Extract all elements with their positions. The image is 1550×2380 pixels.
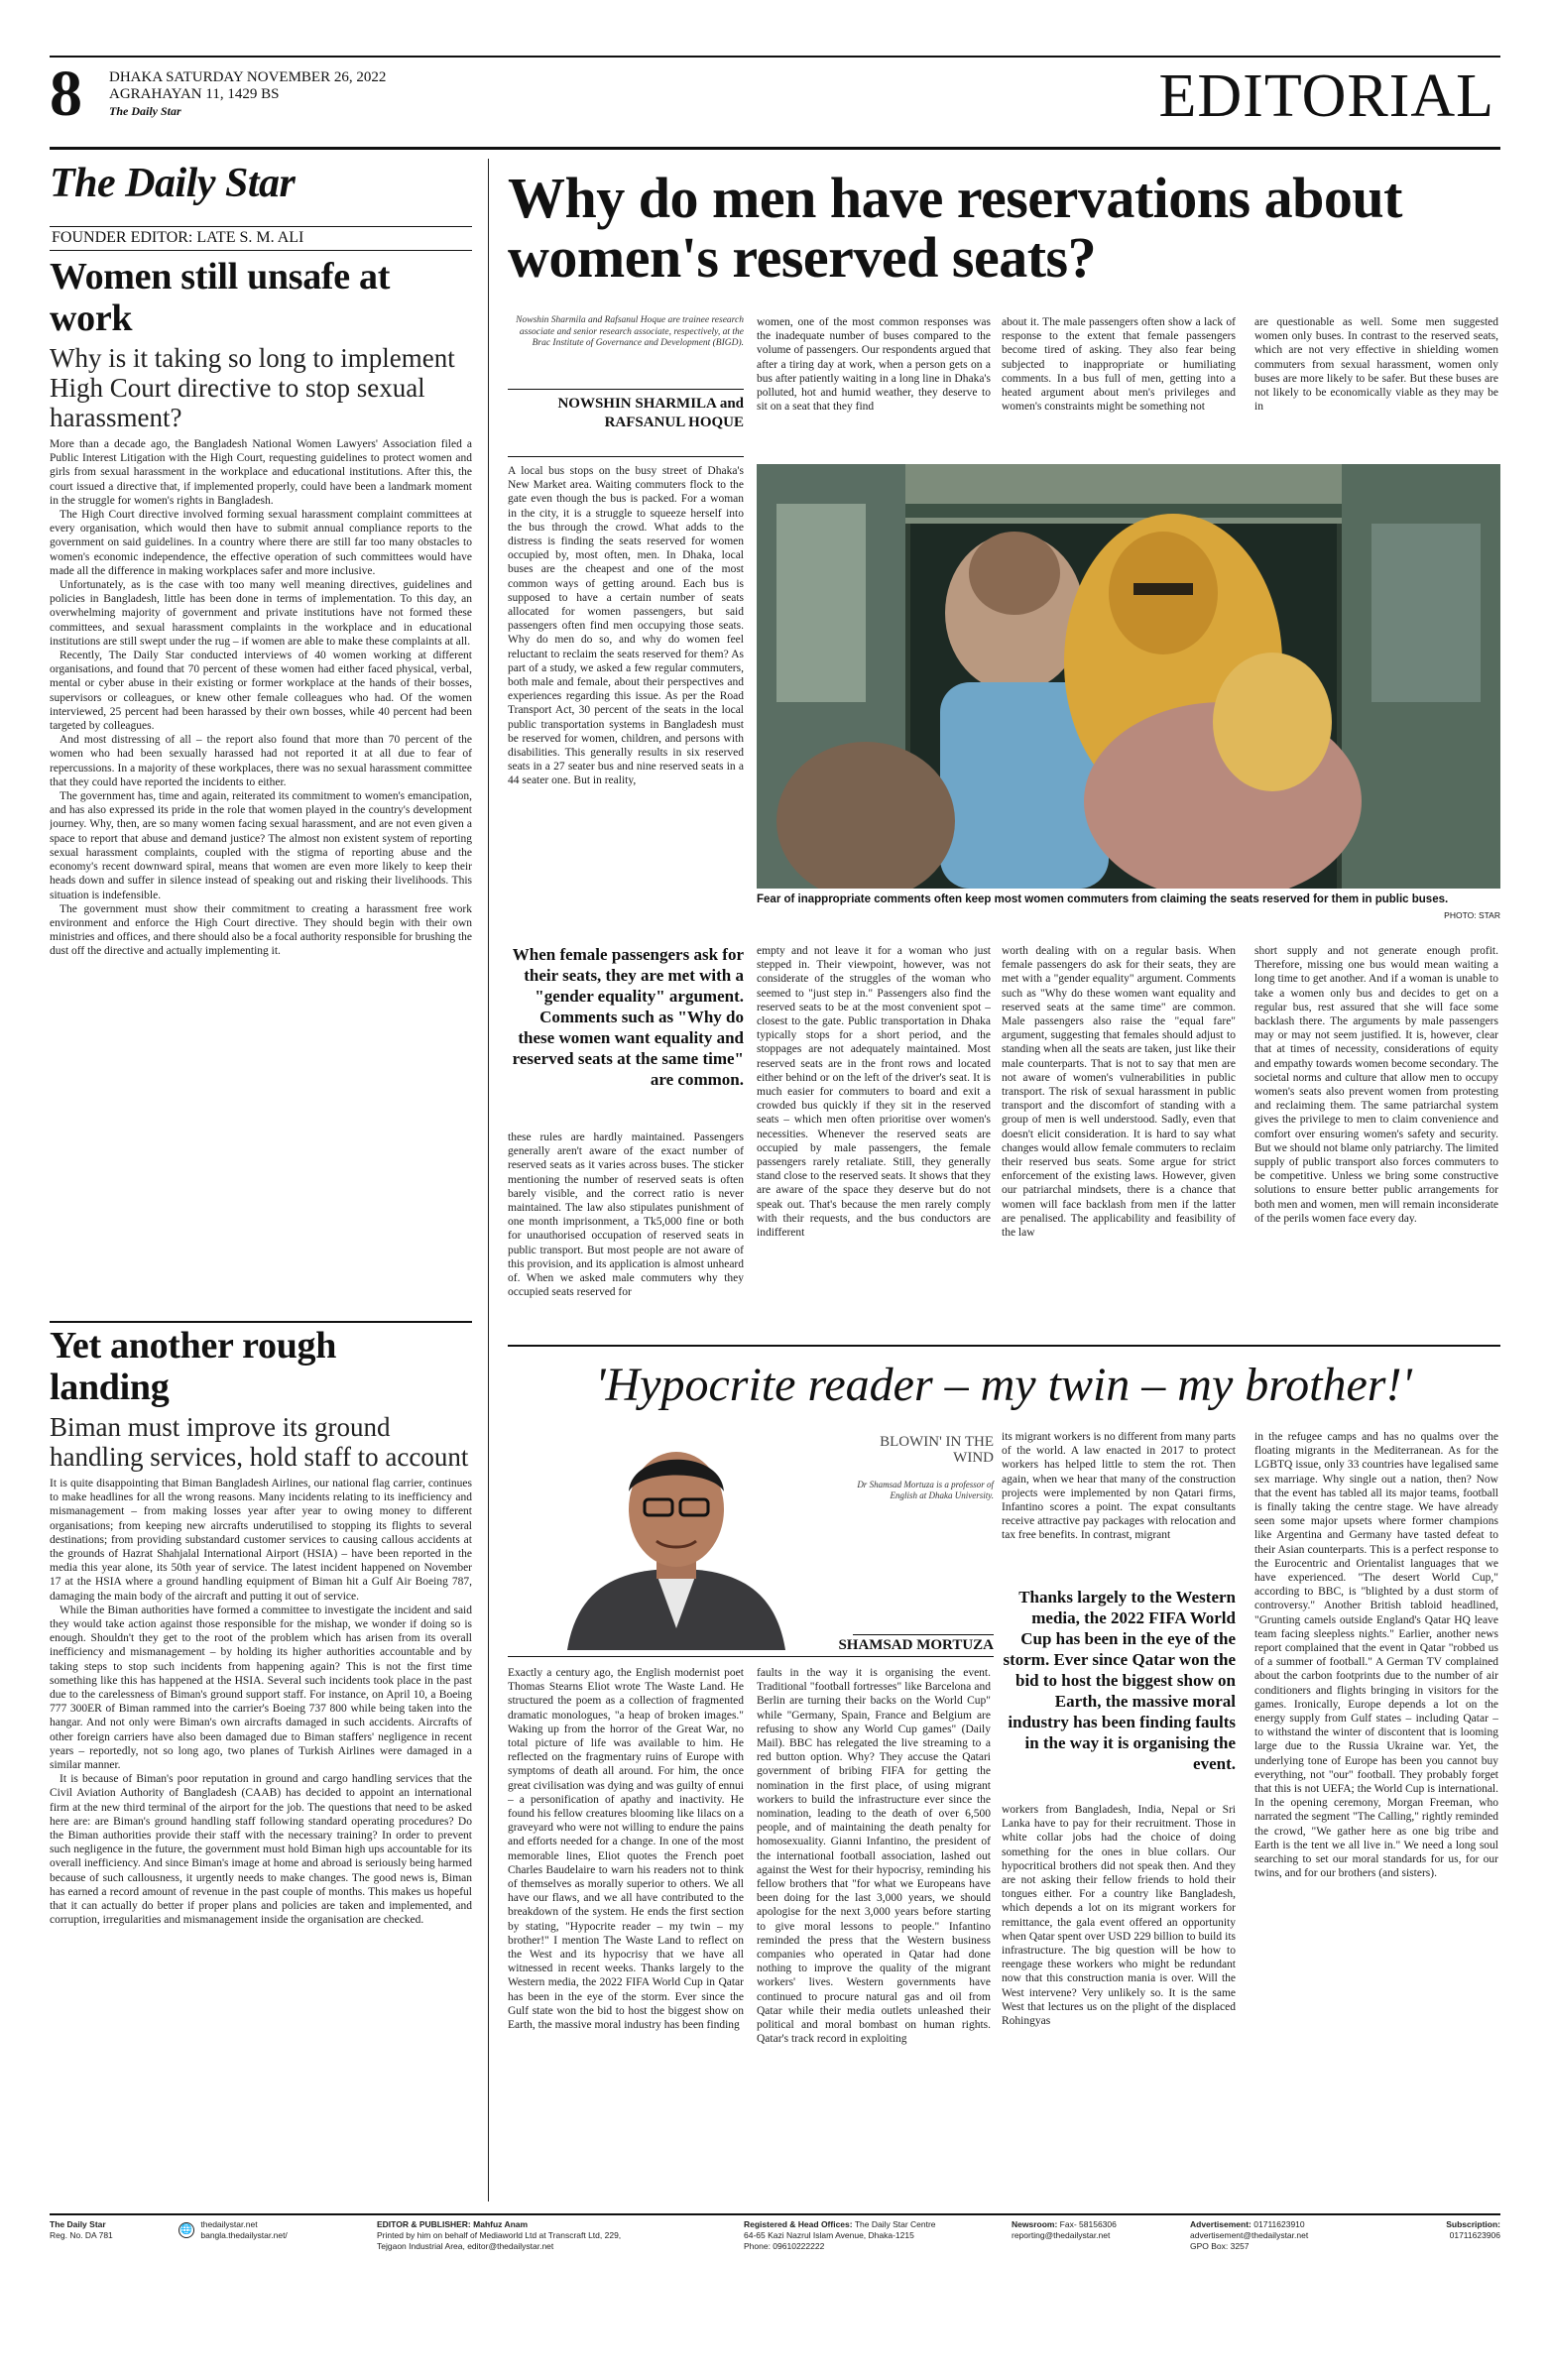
editorial2-title: Yet another rough landing <box>50 1325 337 1408</box>
photo-credit: PHOTO: STAR <box>1444 910 1500 920</box>
article1-bot-col4: short supply and not generate enough profit. Therefore, missing one bus would mean waiting a long time to get another. And if a woman is unable to take a women only bus and decides to get on a regular bus, rest assured that she will face some backlash there. The arguments by male passengers may or may not seem justified. It is, however, clear that at times of necessity, considerations of equity and empathy towards women become secondary. The societal norms and culture that allow men to occupy women's seats also prevent women from protesting and reclaiming them. The same patriarchal system gives the privilege to men to claim convenience and comfort over ensuring women's safety and security. But we should not blame only patriarchy. The limited supply of public transport also forces commuters to be competitive. Unless we bring some constructive solutions to ensure better public arrangements for both men and women, men will remain inconsiderate of the perils women face every day. <box>1254 945 1498 1225</box>
paragraph: The government must show their commitment to creating a harassment free work environment and enforce the High Court directive. They should begin with their own ministries and offices, and there should also be a focal authority responsible for brushing the dust off the directive and actually implementing it. <box>50 902 472 958</box>
bangla-date: AGRAHAYAN 11, 1429 BS <box>109 86 280 102</box>
article1-bot-col3: worth dealing with on a regular basis. When female passengers do ask for their seats, they are met with a "gender equality" argument. Comments such as "Why do these women want equality and reserved seats at the same time" are common. Male passengers also raise the "equal fare" argument, suggesting that females should adjust to standing when all the seats are taken, just like their male counterparts. That is not to say that men are not aware of women's vulnerabilities in public transport. The risk of sexual harassment in public transport and the discomfort of standing with a group of men is well understood. Sadly, even that doesn't elicit consideration. It is hard to say what changes would allow female commuters to reclaim their reserved bus seats. Some argue for strict enforcement of the existing laws. However, given our patriarchal mindsets, there is a chance that women will face backlash from men if the latter are penalised. The applicability and feasibility of the law <box>1002 945 1236 1240</box>
globe-icon: 🌐 <box>179 2222 194 2238</box>
footer-ad-label: Advertisement: <box>1190 2219 1252 2229</box>
paragraph: It is because of Biman's poor reputation in ground and cargo handling services that the Civil Aviation Authority of Bangladesh (CAAB) has decided to appoint an international firm at the new third terminal of the airport for the job. The questions that need to be asked here are: are Biman's ground handling staff following standard operating procedures? Do the Biman authorities provide their staff with the necessary training? In order to prevent such negligence in the future, the government must hold Biman high ups accountable for its overall inefficiency. And since Biman's image at home and abroad is seriously being harmed because of such callousness, it urgently needs to make changes. The good news is, Biman has earned a record amount of revenue in the past couple of months. This makes us hopeful that it can actually do better if proper plans and policies are taken and implemented, and corruption, irregularities and mismanagement inside the organisation are checked. <box>50 1773 472 1927</box>
paragraph: The government has, time and again, reiterated its commitment to women's emancipation, and has also expressed its pride in the role that women played in the country's development journey. Why, then, are so many women facing sexual harassment, and are not even given a space to report that abuse and demand justice? The almost non existent system of reporting sexual harassment complaints, coupled with the stigma of reporting abuse and the economy's recent downward spiral, means that women are even more likely to keep their heads down and suffer in silence instead of speaking out and risking their livelihoods. This situation is indefensible. <box>50 790 472 901</box>
editorial2-subtitle: Biman must improve its ground handling services, hold staff to account <box>50 1412 469 1472</box>
editorial1-title: Women still unsafe at work <box>50 256 391 339</box>
editorial-column <box>50 159 472 2202</box>
article1-authors: NOWSHIN SHARMILA and RAFSANUL HOQUE <box>557 396 744 430</box>
article2-col4: in the refugee camps and has no qualms over the floating migrants in the Mediterranean. As for the LGBTQ issue, only 33 countries have legalised same sex marriage. Why single out a nation, then? Now that the event has tabled all its major teams, football is finally taking the centre stage. We have already seen some major upsets where former champions like Argentina and Germany have tasted defeat to their Asian counterparts. This is a perfect response to the Eurocentric and Orientalist languages that we have experienced. "The desert World Cup," according to BBC, is "blighted by a dust storm of controversy." Another British tabloid headlined, "Grunting camels outside England's Qatar HQ leave team facing sleepless nights." Earlier, another news report complained that the event in Qatar "robbed us of a summer of football." A German TV complained about the carbon footprints due to the number of air conditioners and flights bringing in visitors for the games. Ironically, Europe depends a lot on the energy supply from Gulf states – including Qatar – to withstand the winter of discontent that is looming large due to the Russia Ukraine war. Yet, the underlying tone of Europe has been you cannot buy everything, not "our" football. They probably forget that this is not UEFA; the World Cup is international. In the opening ceremony, Morgan Freeman, who narrated the segment "The Calling," rightly reminded the crowd, "We gather here as one big tribe and Earth is the tent we all live in." We need a long soul searching to set our moral standards for us, for our twins, and for our brothers (and sisters). <box>1254 1431 1498 1880</box>
footer-web2[interactable]: bangla.thedailystar.net/ <box>200 2230 288 2240</box>
paragraph: Recently, The Daily Star conducted interviews of 40 women working at different organisations, and found that 70 percent of these women had either faced physical, verbal, mental or cyber abuse in their existing or former workplace at the hands of their bosses, supervisors or colleagues, or knew other female colleagues who had. Of the women interviewed, 25 percent had been harassed by their own bosses, while 40 percent had been targeted by colleagues. <box>50 650 472 733</box>
paragraph: More than a decade ago, the Bangladesh National Women Lawyers' Association filed a Public Interest Litigation with the High Court, requesting guidelines to protect women and girls from sexual harassment in the workplace and educational institutions. After this, the court issued a directive that, if implemented properly, could have been a landmark moment in the struggle for women's rights in Bangladesh. <box>50 438 472 507</box>
footer-news-label: Newsroom: <box>1012 2219 1058 2229</box>
article2-pull-quote: Thanks largely to the Western media, the 2022 FIFA World Cup has been in the eye of the storm. Ever since Qatar won the bid to host the biggest show on Earth, the massive moral industry has been finding faults in the way it is organising the event. <box>1003 1588 1236 1773</box>
footer-ad2[interactable]: advertisement@thedailystar.net <box>1190 2230 1309 2240</box>
footer-phone: Phone: 09610222222 <box>744 2241 825 2251</box>
footer-editor: Mahfuz Anam <box>473 2219 529 2229</box>
paragraph: Unfortunately, as is the case with too many well meaning directives, guidelines and policies in Bangladesh, little has been done in terms of implementation. To this day, an overwhelming majority of government and private institutions have not formed these committees, and sexual harassment complaints in the workplace and in educational institutions are still swept under the rug – if women are able to make these complaints at all. <box>50 579 472 648</box>
paragraph: It is quite disappointing that Biman Bangladesh Airlines, our national flag carrier, continues to make headlines for all the wrong reasons. Many incidents relating to its inefficiency and mismanagement – from making losses year after year to owing money to different organisations; from keeping new aircrafts underutilised to stopping its flights to several destinations; from providing substandard customer services to causing callous accidents at the grounds of Hazrat Shahjalal International Airport (HSIA) – have been reported in the media this year alone, its 50th year of service. The latest incident happened on November 17 at the HSIA where a ground handling equipment of Biman hit a Gulf Air Boeing 787, damaging the main body of the aircraft and putting it out of service. <box>50 1478 472 1603</box>
date-line: DHAKA SATURDAY NOVEMBER 26, 2022 <box>109 69 387 85</box>
columnist-portrait <box>508 1430 843 1650</box>
founder-editor: FOUNDER EDITOR: LATE S. M. ALI <box>52 229 304 246</box>
footer-paper: The Daily Star <box>50 2219 106 2229</box>
footer-web1[interactable]: thedailystar.net <box>200 2219 258 2229</box>
paragraph: The High Court directive involved forming sexual harassment complaint committees at every organisation, which would then have to submit annual compliance reports to the government on said guidelines. In a country where there are still far too many obstacles to women's economic independence, the effective operation of such committees would have made all the difference in making workplaces safer and more inclusive. <box>50 509 472 577</box>
footer-sub: 01711623906 <box>1449 2230 1500 2240</box>
footer-ad3: GPO Box: 3257 <box>1190 2241 1250 2251</box>
editorial1-body <box>50 437 472 1295</box>
article1-top-col1: women, one of the most common responses was the inadequate number of buses compared to the volume of passengers. Our respondents argued that after a tiring day at work, when a person gets on a bus after patiently waiting in a long line in Dhaka's polluted, hot and humid weather, they deserve to sit on a seat that they find <box>757 316 991 414</box>
footer-office-label: Registered & Head Offices: <box>744 2219 853 2229</box>
editorial2 <box>50 1325 472 2202</box>
article1-bot-col2: empty and not leave it for a woman who just stepped in. Their viewpoint, however, was not considerate of the struggles of the woman who seemed to "just step in." Passengers also find the reserved seats to be at the most convenient spot – closest to the gate. Public transportation in Dhaka typically stops for a short period, and the stoppages are not adequately maintained. Most reserved seats are in the front rows and located either behind or on the left of the driver's seat. It is much easier for commuters to board and exit a crowded bus quickly if they sit in the reserved seats – which men often prioritise over women's necessities. Whenever the reserved seats are occupied by male passengers, the female passengers rarely retaliate. Still, they generally stand close to the reserved seats. It shows that they are aware of the space they deserve but do not speak out. That's because the men rarely comply with their requests, and the bus conductors are indifferent <box>757 945 991 1240</box>
footer <box>50 2219 1500 2259</box>
editorial1-subtitle: Why is it taking so long to implement High Court directive to stop sexual harassment? <box>50 343 455 432</box>
article1-title: Why do men have reservations about women's reserved seats? <box>508 166 1402 290</box>
footer-printed2: Tejgaon Industrial Area, editor@thedailystar.net <box>377 2241 554 2251</box>
article1-intro: A local bus stops on the busy street of Dhaka's New Market area. Waiting commuters flock to the gate even though the bus is packed. For a woman in the city, it is a struggle to squeeze herself into the bus through the crowd. What adds to the distress is finding the seats reserved for women occupied by, most often, men. In Dhaka, local buses are the cheapest and one of the most common ways of getting around. Each bus is supposed to have a certain number of seats allocated for women passengers, but said passengers often find men occupying those seats. Why do men do so, and why do women feel reluctant to reclaim the seats reserved for them? As part of a study, we asked a few regular commuters, both male and female, about their perspectives and experiences regarding this issue. As per the Road Transport Act, 30 percent of the seats in the local public transportation systems in Bangladesh must be reserved for women, children, and persons with disabilities. This generally results in six reserved seats in a 27 seater bus and nine reserved seats in a 44 seater one. But in reality, <box>508 465 744 787</box>
footer-news2[interactable]: reporting@thedailystar.net <box>1012 2230 1111 2240</box>
paragraph: And most distressing of all – the report also found that more than 70 percent of the women who had been sexually harassed had not reported it at all due to fear of repercussions. In a majority of these workplaces, there was no sexual harassment committee that they could have reported the incidents to either. <box>50 734 472 788</box>
footer-editor-label: EDITOR & PUBLISHER: <box>377 2219 471 2229</box>
bus-photo <box>757 464 1500 889</box>
article1-bot-col1: these rules are hardly maintained. Passengers generally aren't aware of the exact number of reserved seats as it varies across buses. The sticker mentioning the number of reserved seats is often barely visible, and the correct ratio is never maintained. The law also stipulates punishment of one month imprisonment, a Tk5,000 fine or both for unauthorised occupation of reserved seats in public transport. But most people are not aware of this provision, and its application is almost unheard of. When we asked male commuters why they occupied seats reserved for <box>508 1131 744 1299</box>
footer-office: The Daily Star Centre <box>854 2219 936 2229</box>
bus-photo-illustration <box>757 464 1500 889</box>
article2-col1: Exactly a century ago, the English modernist poet Thomas Stearns Eliot wrote The Waste Land. He structured the poem as a collection of fragmented dramatic monologues, "a heap of broken images." Waking up from the horror of the Great War, no total picture of life was available to him. He reflected on the fragmentary ruins of Europe with symptoms of death all around. For him, the once great civilisation was dying and was guilty of ennui – a personification of apathy and inactivity. He found his fellow creatures blooming like lilacs on a graveyard who were not willing to endure the pains and efforts needed for a change. In one of the most memorable lines, Eliot quotes the French poet Charles Baudelaire to warn his readers not to think of themselves as morally superior to others. We all have our flaws, and we all have contributed to the breakdown of the system. He ends the first section by stating, "Hypocrite reader – my twin – my brother!" I mention The Waste Land to reflect on the West and its hypocrisy that we have all witnessed in recent weeks. Thanks largely to the Western media, the 2022 FIFA World Cup in Qatar has been in the eye of the storm. Ever since the Gulf state won the bid to host the biggest show on Earth, the massive moral industry has been finding <box>508 1667 744 2032</box>
column-name: BLOWIN' IN THE WIND <box>880 1434 994 1466</box>
editorial1 <box>50 256 472 1295</box>
footer-reg: Reg. No. DA 781 <box>50 2230 113 2240</box>
article2-bio: Dr Shamsad Mortuza is a professor of English at Dhaka University. <box>857 1480 994 1500</box>
daily-star-logo: The Daily Star <box>50 161 296 206</box>
article2-author: SHAMSAD MORTUZA <box>838 1637 994 1653</box>
footer-ad: 01711623910 <box>1253 2219 1305 2229</box>
footer-news: Fax- 58156306 <box>1059 2219 1117 2229</box>
article1-pull-quote: When female passengers ask for their seats, they are met with a "gender equality" argument. Comments such as "Why do these women want equality and reserved seats at the same time" are common. <box>512 945 744 1089</box>
article1-top-col3: are questionable as well. Some men suggested women only buses. In contrast to the reserved seats, which are not very effective in shielding women commuters from sexual harassment, women only buses are more likely to be safer. But these buses are not likely to be economically viable as they may be in <box>1254 316 1498 414</box>
article2-col3b: workers from Bangladesh, India, Nepal or Sri Lanka have to pay for their recruitment. Those in white collar jobs had the choice of doing something for the ones in blue collars. Our hypocritical brothers did not speak then. And they are not asking their fellow friends to hold their tongues either. For a country like Bangladesh, which depends a lot on its migrant workers for remittance, the gala event offered an opportunity when Qatar spent over USD 229 billion to build its infrastructure. The big question will be how to reengage these workers who might be redundant now that this construction mania is over. Will the West intervene? Very unlikely so. It is the same West that lectures us on the plight of the displaced Rohingyas <box>1002 1804 1236 2028</box>
editorial2-body <box>50 1477 472 2202</box>
article2-title: 'Hypocrite reader – my twin – my brother!' <box>595 1359 1412 1411</box>
footer-printed: Printed by him on behalf of Mediaworld Ltd at Transcraft Ltd, 229, <box>377 2230 622 2240</box>
article1-bio: Nowshin Sharmila and Rafsanul Hoque are trainee research associate and senior research associate, respectively, at the Brac Institute of Governance and Development (BIGD). <box>516 315 744 348</box>
columnist-photo <box>508 1430 843 1650</box>
footer-address: 64-65 Kazi Nazrul Islam Avenue, Dhaka-1215 <box>744 2230 914 2240</box>
footer-sub-label: Subscription: <box>1446 2219 1500 2229</box>
photo-caption: Fear of inappropriate comments often keep most women commuters from claiming the seats reserved for them in public buses. <box>757 893 1449 905</box>
article1-top-col2: about it. The male passengers often show a lack of response to the extent that female passengers become tired of asking. They also fear being subjected to inappropriate or humiliating comments. In a bus full of men, getting into a heated argument about men's privileges and women's constraints might be something not <box>1002 316 1236 414</box>
paragraph: While the Biman authorities have formed a committee to investigate the incident and said they would take action against those responsible for the mishap, we wonder if doing so is enough. Shouldn't they get to the root of the problem which has arisen from its overall inefficiency and mismanagement – by holding its higher authorities accountable and by taking steps to stop such incidents from happening again? This is not the first time something like this has happened at the HSIA. Several such incidents took place in the past due to the carelessness of Biman's ground support staff. For instance, on April 10, a Boeing 777 300ER of Biman rammed into the carrier's Boeing 737 800 while being taken into the hangar. And not only were Biman's own aircrafts damaged in such accidents. Aircrafts of other foreign carriers have also been damaged due to Biman staffers' negligence in recent years – reportedly, not so long ago, two planes of Turkish Airlines were damaged in a similar manner. <box>50 1604 472 1772</box>
dateline <box>109 69 386 120</box>
section-title: EDITORIAL <box>1158 62 1494 130</box>
article2-col3a: its migrant workers is no different from many parts of the world. A law enacted in 2017 to protect workers has helped little to stem the rot. Then again, when we hear that many of the construction projects were implemented by non Qatari firms, Infantino scores a point. The expat consultants receive attractive pay packages with relocation and tax free benefits. In contrast, migrant <box>1002 1431 1236 1542</box>
article2-col2: faults in the way it is organising the event. Traditional "football fortresses" like Barcelona and Berlin are turning their backs on the World Cup" while "Germany, Spain, France and Belgium are refusing to show any World Cup games" (Daily Mail). BBC has relegated the live streaming to a red button option. Why? They accuse the Qatari government of bribing FIFA for getting the nomination in the first place, of using migrant workers to build the infrastructure ever since the nomination, leading to the death of over 6,500 people, and of maintaining the death penalty for homosexuality. Gianni Infantino, the president of the international football association, lashed out against the West for their hypocrisy, reminding his fellow brothers that "for what we Europeans have been doing for the last 3,000 years, we should apologise for the next 3,000 years before starting to give moral lessons to people." Infantino reminded the press that the Western business companies who operated in Qatar had done nothing to improve the quality of the migrant workers' lives. Western governments have continued to procure natural gas and oil from Qatar while their media outlets unleashed their political and moral bombast on human rights. Qatar's track record in exploiting <box>757 1667 991 2046</box>
masthead-logo-small: The Daily Star <box>109 104 181 118</box>
page-number: 8 <box>50 58 82 130</box>
